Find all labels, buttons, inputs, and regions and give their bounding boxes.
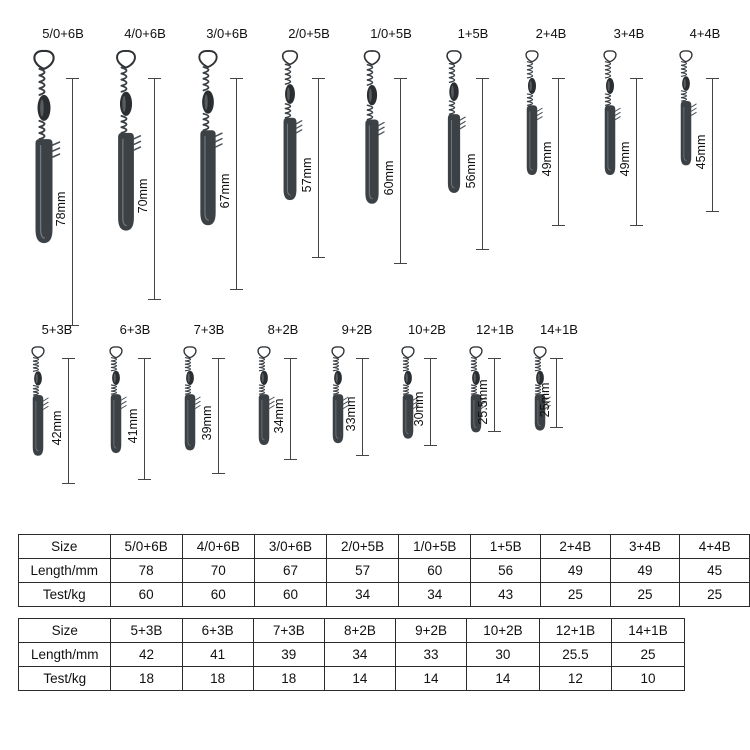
dimension-line [236, 78, 237, 290]
table-row [19, 667, 750, 691]
table-row-header: Length/mm [19, 643, 111, 667]
dimension-cap-bottom [552, 225, 565, 226]
dimension-line [430, 358, 431, 446]
dimension-length-text: 56mm [464, 153, 478, 189]
table-row-header: Size [19, 535, 111, 559]
table-cell: 1+5B [471, 535, 541, 559]
table-row [19, 619, 750, 643]
table-cell: 25 [610, 583, 680, 607]
dimension-length-text: 42mm [50, 410, 64, 446]
table-cell: 78 [110, 559, 182, 583]
table-cell: 34 [399, 583, 471, 607]
dimension-length-text: 70mm [136, 178, 150, 214]
dimension-cap-bottom [476, 249, 489, 250]
dimension-cap-bottom [488, 431, 501, 432]
dimension-cap-bottom [312, 257, 325, 258]
swivel-size-label: 7+3B [193, 322, 225, 337]
table-cell: 9+2B [395, 619, 466, 643]
table-row [19, 643, 750, 667]
dimension-length-text: 67mm [218, 173, 232, 209]
table-row [19, 559, 750, 583]
table-cell: 18 [182, 667, 253, 691]
dimension-line [68, 358, 69, 484]
table-cell [684, 619, 749, 643]
dimension-line [636, 78, 637, 226]
dimension-cap-bottom [284, 459, 297, 460]
table-cell: 2/0+5B [327, 535, 399, 559]
dimension-cap-bottom [706, 211, 719, 212]
dimension-cap-bottom [550, 427, 563, 428]
table-cell: 14 [395, 667, 466, 691]
dimension-length-text: 25mm [538, 382, 552, 418]
dimension-annotation [694, 78, 746, 212]
table-cell: 4/0+6B [182, 535, 254, 559]
table-row-header: Size [19, 619, 111, 643]
table-cell: 5/0+6B [110, 535, 182, 559]
swivel-size-label: 8+2B [267, 322, 299, 337]
table-cell: 18 [253, 667, 324, 691]
table-cell: 43 [471, 583, 541, 607]
swivel-size-label: 5+3B [41, 322, 73, 337]
dimension-cap-top [356, 358, 369, 359]
swivel-size-label: 5/0+6B [42, 26, 84, 41]
dimension-cap-top [284, 358, 297, 359]
table-cell: 3+4B [610, 535, 680, 559]
dimension-cap-bottom [212, 473, 225, 474]
dimension-line [558, 78, 559, 226]
dimension-cap-top [424, 358, 437, 359]
dimension-cap-top [148, 78, 161, 79]
table-cell: 12+1B [539, 619, 612, 643]
dimension-line [400, 78, 401, 264]
dimension-line [712, 78, 713, 212]
dimension-cap-top [476, 78, 489, 79]
swivel-size-label: 2/0+5B [288, 26, 330, 41]
dimension-cap-top [630, 78, 643, 79]
dimension-line [144, 358, 145, 480]
dimension-cap-top [312, 78, 325, 79]
table-cell: 18 [111, 667, 182, 691]
table-cell: 8+2B [324, 619, 395, 643]
swivel-size-label: 3+4B [613, 26, 645, 41]
dimension-cap-bottom [424, 445, 437, 446]
table-cell: 14 [324, 667, 395, 691]
dimension-length-text: 78mm [54, 191, 68, 227]
dimension-line [362, 358, 363, 456]
dimension-cap-bottom [630, 225, 643, 226]
dimension-cap-top [550, 358, 563, 359]
swivel-size-label: 10+2B [408, 322, 446, 337]
table-row [19, 535, 750, 559]
dimension-length-text: 57mm [300, 157, 314, 193]
dimension-cap-top [706, 78, 719, 79]
dimension-cap-top [394, 78, 407, 79]
table-cell: 49 [541, 559, 611, 583]
table-row [19, 583, 750, 607]
swivel-size-label: 4/0+6B [124, 26, 166, 41]
dimension-cap-bottom [148, 299, 161, 300]
table-cell: 7+3B [253, 619, 324, 643]
swivel-size-label: 1+5B [457, 26, 489, 41]
table-cell: 25 [541, 583, 611, 607]
table-row-header: Test/kg [19, 583, 111, 607]
table-cell: 14+1B [612, 619, 685, 643]
table-cell: 12 [539, 667, 612, 691]
dimension-line [494, 358, 495, 432]
dimension-cap-top [552, 78, 565, 79]
swivel-size-label: 3/0+6B [206, 26, 248, 41]
dimension-length-text: 25.5mm [476, 379, 490, 425]
dimension-line [482, 78, 483, 250]
size-table-large [18, 534, 750, 607]
swivel-size-label: 1/0+5B [370, 26, 412, 41]
table-cell: 41 [182, 643, 253, 667]
dimension-length-text: 60mm [382, 160, 396, 196]
swivel-row-small [0, 322, 750, 502]
table-cell: 56 [471, 559, 541, 583]
dimension-cap-bottom [230, 289, 243, 290]
dimension-cap-bottom [138, 479, 151, 480]
dimension-length-text: 49mm [618, 141, 632, 177]
table-row-header: Length/mm [19, 559, 111, 583]
table-cell: 60 [182, 583, 254, 607]
dimension-length-text: 39mm [200, 405, 214, 441]
table-cell: 45 [680, 559, 750, 583]
dimension-length-text: 49mm [540, 141, 554, 177]
dimension-cap-top [138, 358, 151, 359]
table-cell: 10+2B [467, 619, 540, 643]
swivel-row-large [0, 26, 750, 306]
dimension-length-text: 33mm [344, 396, 358, 432]
table-cell: 67 [254, 559, 326, 583]
swivel-size-label: 4+4B [689, 26, 721, 41]
table-cell: 25 [680, 583, 750, 607]
dimension-line [154, 78, 155, 300]
dimension-line [72, 78, 73, 326]
table-cell: 34 [327, 583, 399, 607]
table-cell: 70 [182, 559, 254, 583]
table-cell: 3/0+6B [254, 535, 326, 559]
table-cell: 5+3B [111, 619, 182, 643]
dimension-cap-top [212, 358, 225, 359]
table-row-header: Test/kg [19, 667, 111, 691]
swivel-size-label: 14+1B [540, 322, 578, 337]
dimension-cap-top [66, 78, 79, 79]
table-cell [684, 667, 749, 691]
table-cell: 2+4B [541, 535, 611, 559]
table-cell: 10 [612, 667, 685, 691]
dimension-cap-top [62, 358, 75, 359]
table-cell: 57 [327, 559, 399, 583]
swivel-size-label: 12+1B [476, 322, 514, 337]
table-cell: 33 [395, 643, 466, 667]
table-cell: 4+4B [680, 535, 750, 559]
table-cell: 25 [612, 643, 685, 667]
dimension-annotation [538, 358, 590, 428]
table-cell: 25.5 [539, 643, 612, 667]
dimension-line [556, 358, 557, 428]
dimension-length-text: 34mm [272, 398, 286, 434]
size-table-small [18, 618, 750, 691]
dimension-line [218, 358, 219, 474]
swivel-size-label: 6+3B [119, 322, 151, 337]
swivel-size-label: 2+4B [535, 26, 567, 41]
dimension-line [318, 78, 319, 258]
dimension-length-text: 30mm [412, 391, 426, 427]
dimension-length-text: 41mm [126, 408, 140, 444]
table-cell: 49 [610, 559, 680, 583]
dimension-length-text: 45mm [694, 134, 708, 170]
table-cell: 60 [110, 583, 182, 607]
table-cell: 1/0+5B [399, 535, 471, 559]
table-cell: 30 [467, 643, 540, 667]
dimension-cap-bottom [394, 263, 407, 264]
dimension-cap-top [230, 78, 243, 79]
table-cell: 60 [254, 583, 326, 607]
swivel-size-label: 9+2B [341, 322, 373, 337]
dimension-line [290, 358, 291, 460]
table-cell: 60 [399, 559, 471, 583]
dimension-cap-bottom [356, 455, 369, 456]
table-cell [684, 643, 749, 667]
dimension-cap-bottom [62, 483, 75, 484]
dimension-cap-top [488, 358, 501, 359]
table-cell: 42 [111, 643, 182, 667]
table-cell: 6+3B [182, 619, 253, 643]
table-cell: 34 [324, 643, 395, 667]
table-cell: 39 [253, 643, 324, 667]
table-cell: 14 [467, 667, 540, 691]
